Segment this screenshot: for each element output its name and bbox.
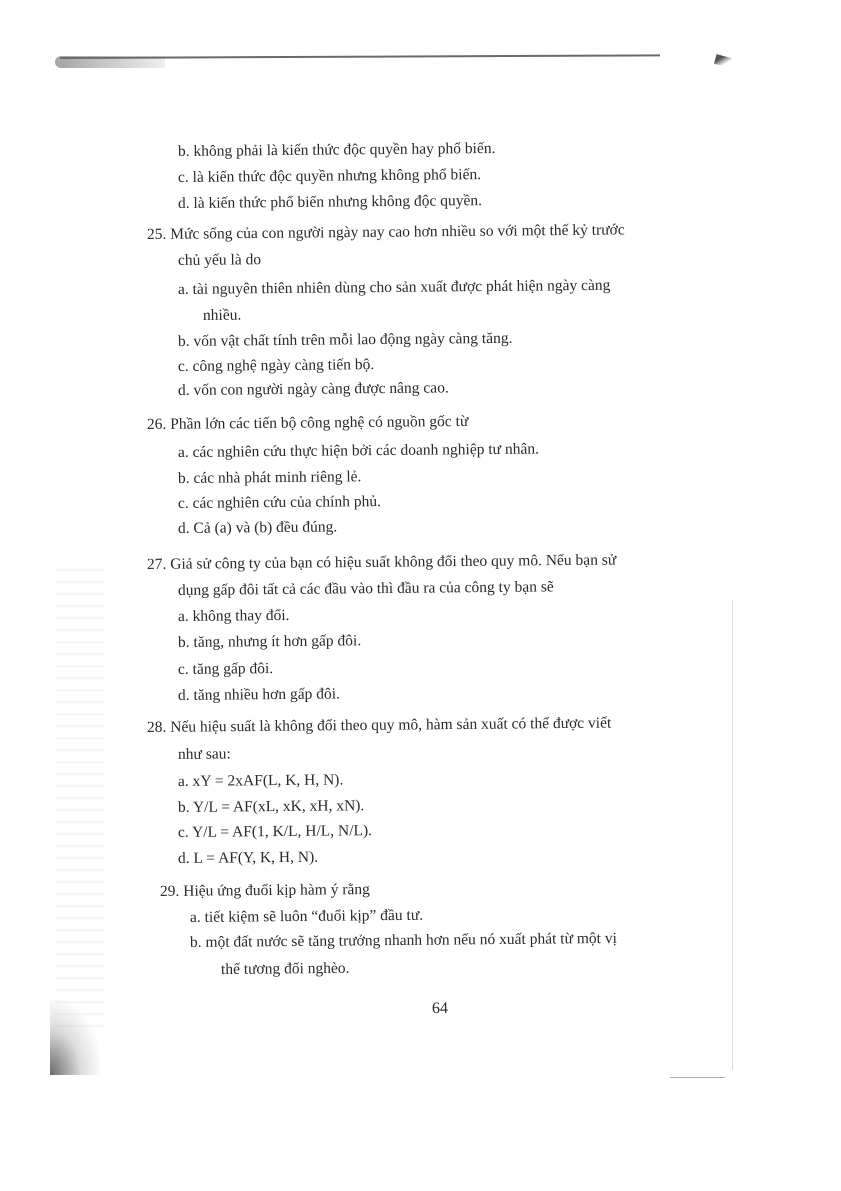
page-number: 64 — [431, 999, 449, 1018]
corner-mark — [714, 54, 732, 68]
scan-noise — [55, 560, 105, 1030]
question-25: 25. Mức sống của con người ngày nay cao hơn nhiều so với một thế kỷ trước — [146, 221, 625, 243]
question-26: 26. Phần lớn các tiến bộ công nghệ có nguồn gốc từ — [146, 412, 469, 433]
option-a-q27: a. không thay đổi. — [177, 606, 290, 625]
option-b-q28: b. Y/L = AF(xL, xK, xH, xN). — [177, 797, 365, 816]
option-c-q24: c. là kiến thức độc quyền nhưng không phổ biến. — [177, 166, 482, 186]
option-d-q24: d. là kiến thức phổ biến nhưng không độc quyền. — [177, 192, 483, 212]
question-28-cont: như sau: — [177, 745, 231, 763]
option-b-q29: b. một đất nước sẽ tăng trưởng nhanh hơn nếu nó xuất phát từ một vị — [189, 929, 617, 951]
question-28: 28. Nếu hiệu suất là không đổi theo quy mô, hàm sản xuất có thể được viết — [146, 714, 612, 736]
scan-edge — [732, 600, 733, 1070]
option-a-q28: a. xY = 2xAF(L, K, H, N). — [177, 771, 344, 790]
option-d-q26: d. Cả (a) và (b) đều đúng. — [177, 518, 338, 537]
binding-shadow — [50, 1000, 100, 1075]
question-29: 29. Hiệu ứng đuổi kịp hàm ý rằng — [159, 880, 370, 900]
option-c-q26: c. các nghiên cứu của chính phủ. — [177, 493, 382, 512]
option-a-q26: a. các nghiên cứu thực hiện bởi các doanh nghiệp tư nhân. — [177, 440, 539, 461]
question-27-cont: dụng gấp đôi tất cả các đầu vào thì đầu ra của công ty bạn sẽ — [177, 578, 554, 599]
option-b-q25: b. vốn vật chất tính trên mỗi lao động ngày càng tăng. — [177, 329, 513, 350]
option-d-q25: d. vốn con người ngày càng được nâng cao. — [177, 379, 449, 399]
option-d-q28: d. L = AF(Y, K, H, N). — [177, 848, 319, 867]
footer-rule — [670, 1077, 725, 1078]
option-a-q25-cont: nhiều. — [202, 306, 242, 324]
option-a-q29: a. tiết kiệm sẽ luôn “đuổi kịp” đầu tư. — [189, 906, 424, 926]
question-25-cont: chủ yếu là do — [177, 251, 262, 269]
option-a-q25: a. tài nguyên thiên nhiên dùng cho sản xuất được phát hiện ngày càng — [177, 276, 611, 298]
option-b-q26: b. các nhà phát minh riêng lẻ. — [177, 468, 362, 487]
option-c-q27: c. tăng gấp đôi. — [177, 660, 274, 678]
option-b-q29-cont: thế tương đối nghèo. — [220, 959, 350, 978]
option-c-q25: c. công nghệ ngày càng tiến bộ. — [177, 356, 375, 375]
option-d-q27: d. tăng nhiều hơn gấp đôi. — [177, 685, 340, 704]
question-27: 27. Giả sử công ty của bạn có hiệu suất không đổi theo quy mô. Nếu bạn sử — [146, 551, 617, 573]
option-b-q24: b. không phải là kiến thức độc quyền hay phổ biến. — [177, 139, 496, 160]
option-c-q28: c. Y/L = AF(1, K/L, H/L, N/L). — [177, 822, 373, 841]
option-b-q27: b. tăng, nhưng ít hơn gấp đôi. — [177, 632, 362, 651]
